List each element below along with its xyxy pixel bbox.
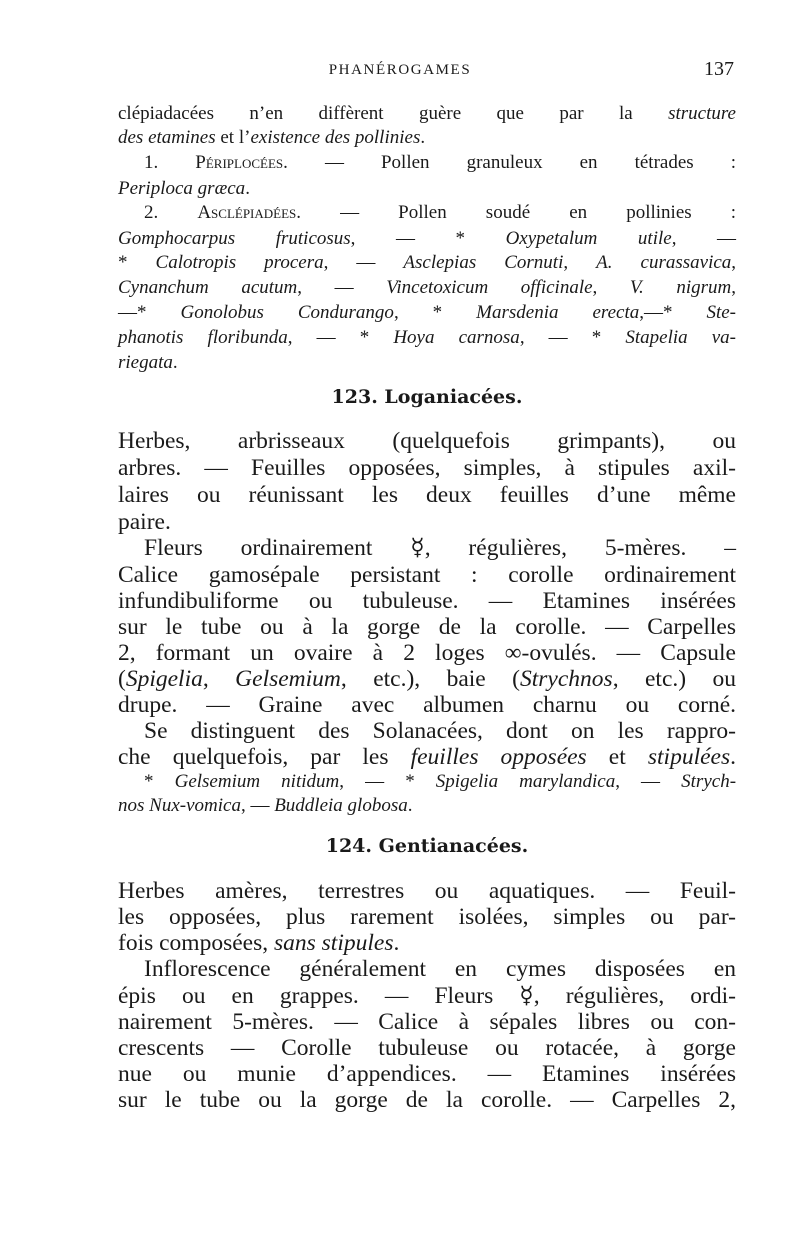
text-line: Cynanchum acutum, — Vincetoxicum officinale, V. nigrum, xyxy=(118,277,737,298)
text-line: Inflorescence généralement en cymes disposées en xyxy=(144,956,736,982)
text-line: —* Gonolobus Condurango, * Marsdenia erecta,—* Ste- xyxy=(118,302,737,323)
text-line: Calice gamosépale persistant : corolle ordinairement xyxy=(118,562,736,588)
text-line: riegata. xyxy=(118,352,178,373)
text-line: fois composées, sans stipules. xyxy=(118,930,400,956)
text-line: nairement 5-mères. — Calice à sépales libres ou con- xyxy=(118,1009,736,1035)
text-line: nos Nux-vomica, — Buddleia globosa. xyxy=(118,795,413,816)
text-line: (Spigelia, Gelsemium, etc.), baie (Strychnos, etc.) ou xyxy=(118,666,737,692)
text-line: 1. Périplocées. — Pollen granuleux en tétrades : xyxy=(144,152,736,173)
text-line: drupe. — Graine avec albumen charnu ou corné. xyxy=(118,692,736,718)
page-header xyxy=(0,58,800,86)
text-line: * Calotropis procera, — Asclepias Cornuti, A. curassavica, xyxy=(118,252,737,273)
text-line: Fleurs ordinairement ☿, régulières, 5-mères. – xyxy=(144,535,736,561)
text-line: sur le tube ou la gorge de la corolle. — Carpelles 2, xyxy=(118,1087,736,1113)
page-number: 137 xyxy=(704,58,734,80)
text-line: Herbes, arbrisseaux (quelquefois grimpants), ou xyxy=(118,428,736,454)
text-line: Periploca græca. xyxy=(118,178,250,199)
text-line: des etamines et l’existence des pollinies. xyxy=(118,127,426,148)
text-line: infundibuliforme ou tubuleuse. — Etamines insérées xyxy=(118,588,736,614)
text-line: arbres. — Feuilles opposées, simples, à stipules axil- xyxy=(118,455,736,481)
text-line: 2, formant un ovaire à 2 loges ∞-ovulés. — Capsule xyxy=(118,640,736,666)
text-line: Herbes amères, terrestres ou aquatiques. — Feuil- xyxy=(118,878,736,904)
section-heading: 123. Loganiacées. xyxy=(331,386,523,408)
text-line: épis ou en grappes. — Fleurs ☿, régulières, ordi- xyxy=(118,983,736,1009)
text-line: nue ou munie d’appendices. — Etamines insérées xyxy=(118,1061,736,1087)
text-line: paire. xyxy=(118,509,171,535)
text-line: phanotis floribunda, — * Hoya carnosa, — * Stapelia va- xyxy=(118,327,736,348)
text-line: crescents — Corolle tubuleuse ou rotacée, à gorge xyxy=(118,1035,736,1061)
text-line: Gomphocarpus fruticosus, — * Oxypetalum utile, — xyxy=(118,228,737,249)
text-line: sur le tube ou à la gorge de la corolle. — Carpelles xyxy=(118,614,736,640)
text-line: 2. Asclépiadées. — Pollen soudé en pollinies : xyxy=(144,202,736,223)
text-line: les opposées, plus rarement isolées, simples ou par- xyxy=(118,904,736,930)
text-line: * Gelsemium nitidum, — * Spigelia marylandica, — Strych- xyxy=(144,771,737,792)
text-line: laires ou réunissant les deux feuilles d’une même xyxy=(118,482,736,508)
text-line: clépiadacées n’en diffèrent guère que par la structure xyxy=(118,103,736,124)
text-line: Se distinguent des Solanacées, dont on les rappro- xyxy=(144,718,736,744)
text-line: che quelquefois, par les feuilles opposées et stipulées. xyxy=(118,744,736,770)
section-heading: 124. Gentianacées. xyxy=(325,835,529,857)
running-head: PHANÉROGAMES xyxy=(328,62,472,78)
